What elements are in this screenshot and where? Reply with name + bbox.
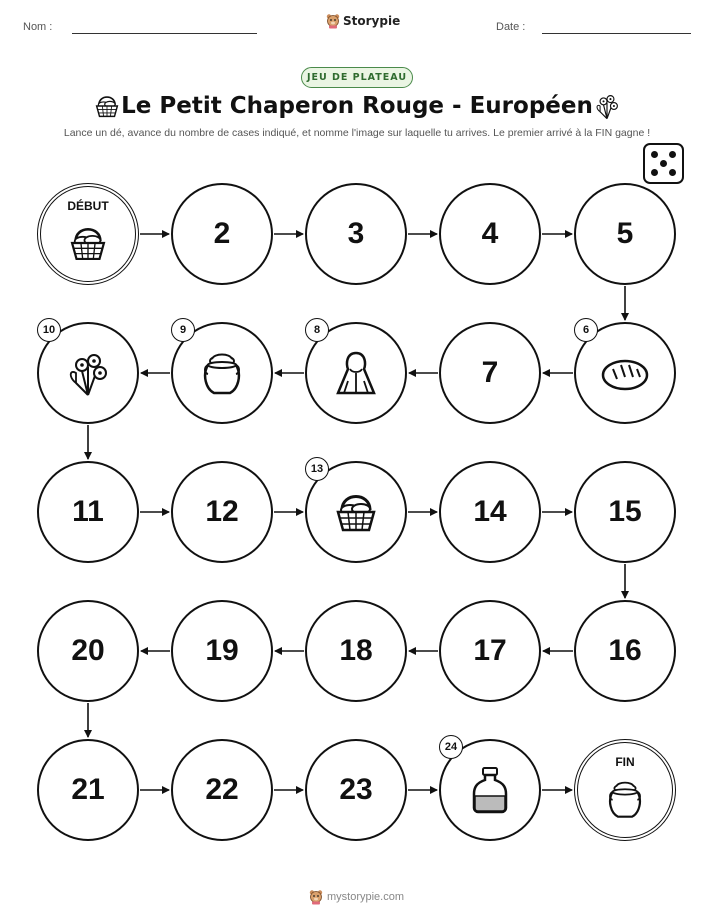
space-number: 18 <box>339 634 373 667</box>
board-space <box>171 322 273 424</box>
board-space <box>439 322 541 424</box>
board-space <box>439 183 541 285</box>
board-space <box>171 600 273 702</box>
space-label: DÉBUT <box>67 199 109 213</box>
space-number: 14 <box>473 495 507 528</box>
space-number: 19 <box>205 634 239 667</box>
board-space <box>171 461 273 563</box>
board-space <box>574 322 676 424</box>
bottle-icon <box>464 764 516 816</box>
basket-icon <box>65 220 111 266</box>
board-space <box>305 461 407 563</box>
date-label: Date : <box>496 21 526 33</box>
game-type-badge: JEU DE PLATEAU <box>301 67 413 88</box>
pot-icon <box>196 347 248 399</box>
space-label: FIN <box>615 755 635 769</box>
board-space <box>171 739 273 841</box>
bread-icon <box>599 347 651 399</box>
space-number: 2 <box>213 217 231 250</box>
space-number-tag: 9 <box>171 318 195 342</box>
board-space <box>37 461 139 563</box>
space-number-tag: 10 <box>37 318 61 342</box>
space-number: 7 <box>481 356 499 389</box>
flowers-icon <box>62 347 114 399</box>
basket-icon <box>330 486 382 538</box>
board-space <box>37 322 139 424</box>
board-space <box>305 183 407 285</box>
start-space <box>37 183 139 285</box>
board-space <box>574 600 676 702</box>
space-number-tag: 6 <box>574 318 598 342</box>
space-number-tag: 8 <box>305 318 329 342</box>
board-space <box>574 461 676 563</box>
space-number: 3 <box>347 217 365 250</box>
space-number: 21 <box>71 773 105 806</box>
space-number: 16 <box>608 634 642 667</box>
board-space <box>37 600 139 702</box>
board-space <box>439 739 541 841</box>
board-space <box>305 322 407 424</box>
brand-name: Storypie <box>343 14 401 28</box>
board-space <box>574 183 676 285</box>
cape-icon <box>330 347 382 399</box>
space-number: 11 <box>72 495 104 528</box>
space-number: 12 <box>205 495 239 528</box>
space-number-tag: 24 <box>439 735 463 759</box>
finish-space <box>574 739 676 841</box>
space-number: 22 <box>205 773 239 806</box>
board-space <box>305 600 407 702</box>
page-title: Le Petit Chaperon Rouge - Européen <box>121 93 593 119</box>
footer <box>309 889 404 905</box>
board-space <box>171 183 273 285</box>
board-space <box>439 461 541 563</box>
space-number: 23 <box>339 773 373 806</box>
footer-url: mystorypie.com <box>327 891 405 903</box>
pot-icon <box>602 776 648 822</box>
space-number-tag: 13 <box>305 457 329 481</box>
instructions-text: Lance un dé, avance du nombre de cases indiqué, et nomme l'image sur laquelle tu arrives. Le premier arrivé à la FIN gagne ! <box>63 127 651 139</box>
space-number: 17 <box>473 634 507 667</box>
board-space <box>37 739 139 841</box>
space-number: 15 <box>608 495 642 528</box>
bear-icon <box>309 889 323 905</box>
space-number: 20 <box>71 634 105 667</box>
board-space <box>305 739 407 841</box>
space-number: 4 <box>481 217 499 250</box>
board-space <box>439 600 541 702</box>
space-number: 5 <box>616 217 634 250</box>
name-label: Nom : <box>23 21 53 33</box>
